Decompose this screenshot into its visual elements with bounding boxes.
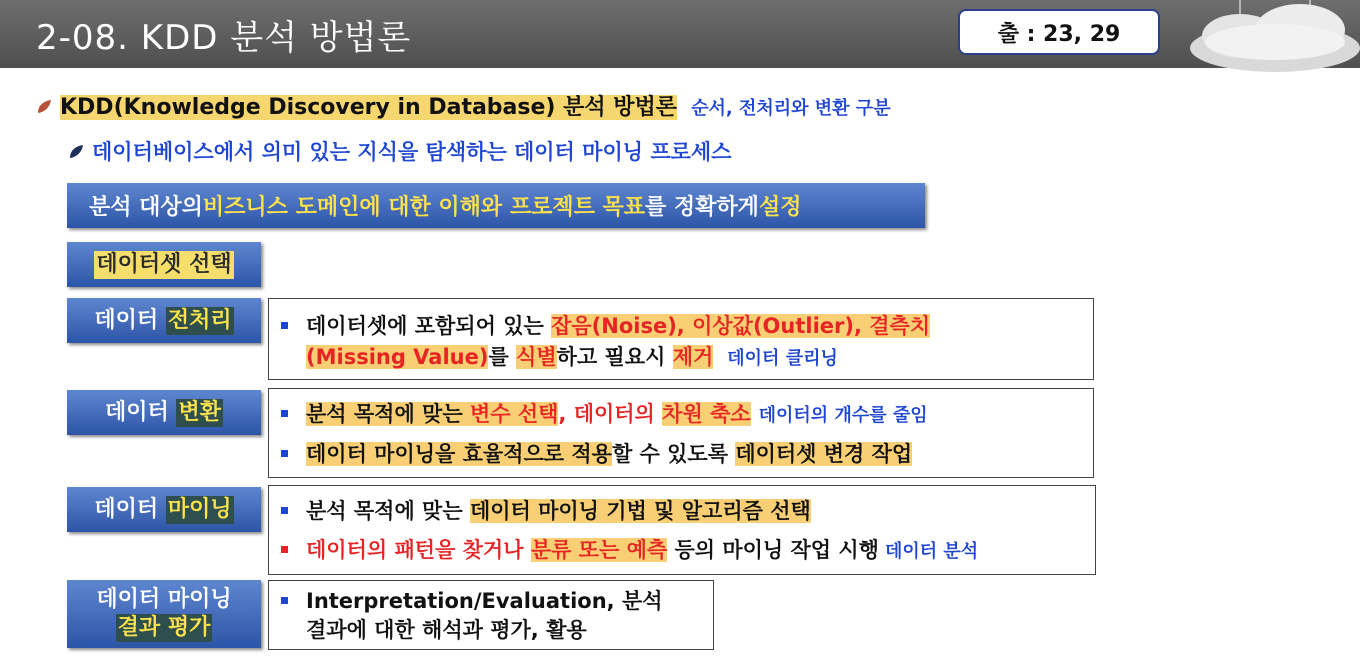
- note-text: 데이터 클리닝: [727, 348, 838, 369]
- highlight: 데이터 마이닝 기법 및 알고리즘 선택: [469, 499, 811, 523]
- highlight-red: 분류 또는 예측: [530, 538, 668, 562]
- bullet-square-icon: [281, 450, 288, 457]
- highlight-red: 식별: [516, 345, 557, 369]
- label-highlight: 마이닝: [167, 496, 232, 522]
- cloud-icon: [1180, 0, 1360, 100]
- highlight: 데이터 마이닝을 효율적으로 적용: [306, 442, 612, 466]
- highlight-red: 차원 축소: [662, 402, 751, 426]
- label-text: 데이터: [105, 399, 169, 425]
- step-evaluation-box: [268, 580, 714, 650]
- label-text: 데이터 마이닝: [96, 587, 232, 612]
- step-goal-highlight: 설정: [758, 195, 802, 220]
- list-item: [281, 535, 978, 567]
- list-item: [281, 311, 930, 341]
- text: 하고 필요시: [556, 345, 673, 369]
- list-item: [281, 399, 928, 431]
- text-red: , 데이터의: [558, 402, 663, 426]
- bullet-square-icon: [281, 410, 288, 417]
- highlight-red: 제거: [672, 345, 714, 369]
- heading-note: 순서, 전처리와 변환 구분: [691, 98, 891, 119]
- step-goal-text: 분석 대상의: [89, 195, 203, 220]
- highlight: 데이터셋 변경 작업: [735, 442, 913, 466]
- bullet-square-icon: [281, 507, 288, 514]
- heading-sub-text: 데이터베이스에서 의미 있는 지식을 탐색하는 데이터 마이닝 프로세스: [92, 140, 732, 164]
- step-goal-highlight: 비즈니스 도메인에 대한 이해와 프로젝트 목표: [202, 195, 646, 220]
- step-mining-box: [268, 485, 1096, 575]
- step-goal-bar: [67, 183, 925, 228]
- highlight-red: 변수 선택: [469, 402, 559, 426]
- label-highlight: 결과 평가: [117, 615, 211, 640]
- leaf-bullet-icon: [68, 144, 84, 160]
- step-mining-label: [67, 487, 261, 532]
- highlight-red: 잡음(Noise), 이상값(Outlier), 결측치: [551, 314, 931, 338]
- text: Interpretation/Evaluation, 분석: [306, 589, 663, 613]
- text: 할 수 있도록: [611, 442, 736, 466]
- heading-title: KDD(Knowledge Discovery in Database) 분석 방법론: [60, 95, 678, 120]
- bullet-square-icon: [281, 322, 288, 329]
- heading-sub: [68, 136, 731, 166]
- exam-reference-box: 출 : 23, 29: [958, 9, 1160, 55]
- text: 분석 목적에 맞는: [306, 499, 470, 523]
- bullet-square-icon: [281, 597, 288, 604]
- step-preprocess-label: [67, 298, 261, 343]
- list-item: [281, 496, 811, 526]
- text: 등의 마이닝 작업 시행: [667, 538, 879, 562]
- label-text: 데이터: [94, 496, 159, 522]
- label-highlight: 전처리: [167, 307, 232, 333]
- heading-main: [36, 90, 891, 121]
- list-item-continued: [281, 615, 587, 645]
- step-select-label: [67, 242, 261, 287]
- highlight-red: (Missing Value): [306, 345, 489, 369]
- label-highlight: 변환: [178, 399, 221, 425]
- text: 를: [488, 345, 517, 369]
- label-text: 데이터: [94, 307, 159, 333]
- note-text: 데이터 분석: [884, 541, 979, 562]
- step-transform-label: [67, 390, 261, 435]
- list-item-continued: [281, 342, 838, 374]
- header-bar: [0, 0, 1360, 68]
- leaf-bullet-icon: [36, 99, 52, 115]
- step-transform-box: [268, 388, 1094, 478]
- step-evaluation-label: [67, 580, 261, 648]
- page-title: 2-08. KDD 분석 방법론: [36, 18, 412, 58]
- list-item: [281, 439, 912, 469]
- step-preprocess-box: [268, 298, 1094, 380]
- text: 데이터셋에 포함되어 있는: [306, 314, 552, 338]
- bullet-square-icon: [281, 546, 288, 553]
- text-red: 데이터의 패턴을 찾거나: [306, 538, 531, 562]
- highlight: 분석 목적에 맞는: [306, 402, 470, 426]
- list-item: [281, 586, 663, 616]
- step-select-text: 데이터셋 선택: [96, 251, 232, 277]
- step-goal-text: 를 정확하게: [645, 195, 759, 220]
- note-text: 데이터의 개수를 줄임: [758, 405, 928, 426]
- text: 결과에 대한 해석과 평가, 활용: [306, 618, 587, 642]
